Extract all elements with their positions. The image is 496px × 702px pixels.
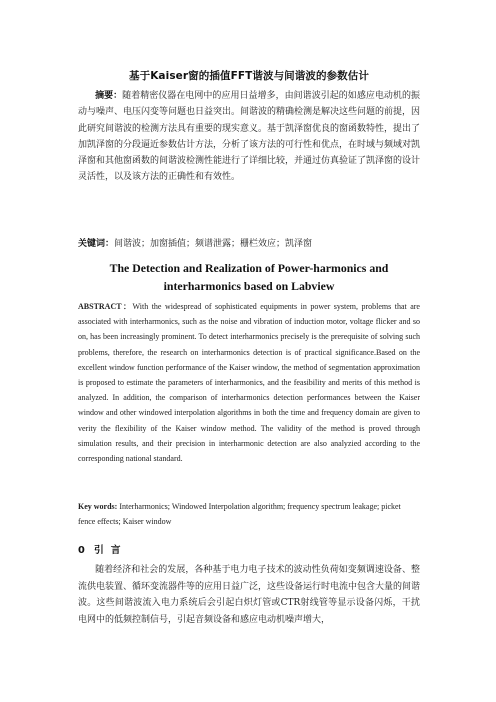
english-abstract-label: ABSTRACT： [78, 302, 133, 311]
english-keywords-label: Key words: [78, 502, 118, 511]
chinese-abstract-text: 随着精密仪器在电网中的应用日益增多，由间谐波引起的如感应电动机的振动与噪声、电压闪变等问题也日益突出。间谐波的精确检测是解决这些问题的前提，因此研究间谐波的检测方法具有重要的现实意义。基于凯泽窗优良的窗函数特性，提出了加凯泽窗的分段逼近参数估计方法，分析了该方法的可行性和优点，在时域与频域对凯泽窗和其他窗函数的间谐波检测性能进行了详细比较，并通过仿真验证了凯泽窗的设计灵活性，以及该方法的正确性和有效性。 [78, 91, 421, 183]
chinese-abstract [78, 88, 420, 186]
section-heading [78, 542, 420, 556]
chinese-abstract-label: 摘要： [95, 91, 123, 101]
english-title [78, 260, 420, 295]
chinese-title: 基于Kaiser窗的插值FFT谐波与间谐波的参数估计 [129, 70, 369, 82]
english-abstract-text: With the widespread of sophisticated equipments in power system, problems that are associated with interharmonics, such as the noise and vibration of induction motor, voltage flicker and so on, has been increasingly prominent. To detect interharmonics precisely is the prerequisite of solving such problems, therefore, the research on interharmonics detection is of practical significance.Based on the excellent window function performance of the Kaiser window, the method of segmentation approximation is proposed to estimate the parameters of interharmonics, and the feasibility and merits of this method is analyzed. In addition, the comparison of interharmonics detection performances between the Kaiser window and other windowed interpolation algorithms in both the time and frequency domain are given to verity the flexibility of the Kaiser window method. The validity of the method is proved through simulation results, and their precision in interharmonic detection are also analyzied according to the corresponding national standard. [78, 302, 420, 464]
chinese-keywords [78, 236, 420, 252]
chinese-keywords-label: 关键词： [78, 239, 115, 249]
section-title: 引言 [94, 545, 128, 556]
section-body: 随着经济和社会的发展，各种基于电力电子技术的波动性负荷如变频调速设备、整流供电装置、循环变流器件等的应用日益广泛，这些设备运行时电流中包含大量的间谐波。这些间谐波流入电力系统后会引起白炽灯管或CTR射线管等显示设备闪烁，干扰电网中的低频控制信号，引起音频设备和感应电动机噪声增大， [78, 565, 421, 625]
english-title-line-1: The Detection and Realization of Power-harmonics and [109, 261, 389, 275]
english-abstract [78, 299, 420, 466]
section-number: 0 [78, 545, 85, 556]
english-keywords [78, 499, 420, 529]
chinese-keywords-text: 间谐波；加窗插值；频谱泄露；栅栏效应；凯泽窗 [114, 239, 313, 249]
english-title-line-2: interharmonics based on Labview [163, 278, 335, 293]
english-keywords-text: Interharmonics; Windowed Interpolation algorithm; frequency spectrum leakage; picket fence effects; Kaiser window [78, 502, 401, 527]
